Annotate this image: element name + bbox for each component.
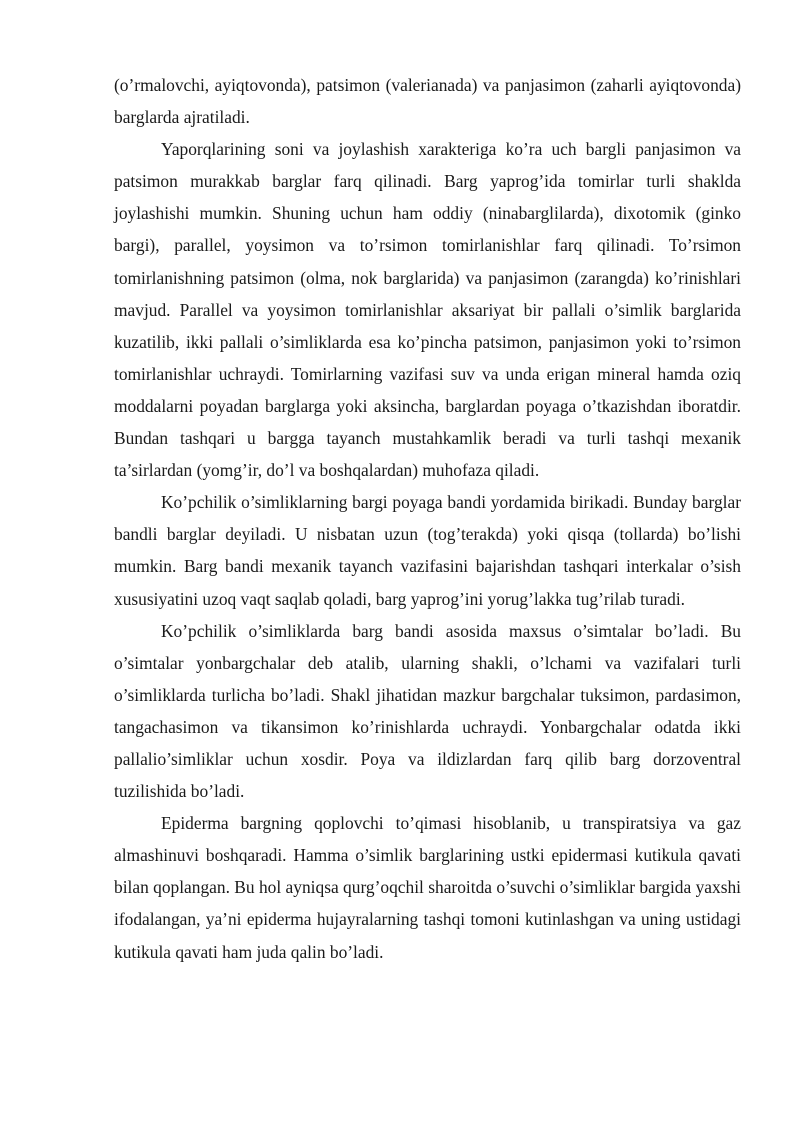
- paragraph-petiole: Ko’pchilik o’simliklarning bargi poyaga bandi yordamida birikadi. Bunday barglar bandli barglar deyiladi. U nisbatan uzun (tog’terakda) yoki qisqa (tollarda) bo’lishi mumkin. Barg bandi mexanik tayanch vazifasini bajarishdan tashqari interkalar o’sish xususiyatini uzoq vaqt saqlab qoladi, barg yaprog’ini yorug’lakka tug’rilab turadi.: [114, 492, 741, 609]
- paragraph-leaf-venation: Yaporqlarining soni va joylashish xarakteriga ko’ra uch bargli panjasimon va patsimon murakkab barglar farq qilinadi. Barg yaprog’ida tomirlar turli shaklda joylashishi mumkin. Shuning uchun ham oddiy (ninabarglilarda), dixotomik (ginko bargi), parallel, yoysimon va to’rsimon tomirlanishlar farq qilinadi. To’rsimon tomirlanishning patsimon (olma, nok barglarida) va panjasimon (zarangda) ko’rinishlari mavjud. Parallel va yoysimon tomirlanishlar aksariyat bir pallali o’simlik barglarida kuzatilib, ikki pallali o’simliklarda esa ko’pincha patsimon, panjasimon yoki to’rsimon tomirlanishlar uchraydi. Tomirlarning vazifasi suv va unda erigan mineral hamda oziq moddalarni poyadan barglarga yoki aksincha, barglardan poyaga o’tkazishdan iboratdir. Bundan tashqari u bargga tayanch mustahkamlik beradi va turli tashqi mexanik ta’sirlardan (yomg’ir, do’l va boshqalardan) muhofaza qiladi.: [114, 139, 741, 481]
- paragraph-epidermis: Epiderma bargning qoplovchi to’qimasi hisoblanib, u transpiratsiya va gaz almashinuvi boshqaradi. Hamma o’simlik barglarining ustki epidermasi kutikula qavati bilan qoplangan. Bu hol ayniqsa qurg’oqchil sharoitda o’suvchi o’simliklar bargida yaxshi ifodalangan, ya’ni epiderma hujayralarning tashqi tomoni kutinlashgan va uning ustidagi kutikula qavati ham juda qalin bo’ladi.: [114, 813, 741, 962]
- paragraph-stipules: Ko’pchilik o’simliklarda barg bandi asosida maxsus o’simtalar bo’ladi. Bu o’simtalar yonbargchalar deb atalib, ularning shakli, o’lchami va vazifalari turli o’simliklarda turlicha bo’ladi. Shakl jihatidan mazkur bargchalar tuksimon, pardasimon, tangachasimon va tikansimon ko’rinishlarda uchraydi. Yonbargchalar odatda ikki pallalio’simliklar uchun xosdir. Poya va ildizlardan farq qilib barg dorzoventral tuzilishida bo’ladi.: [114, 620, 741, 802]
- document-body: [114, 69, 741, 968]
- paragraph-continuation: (o’rmalovchi, ayiqtovonda), patsimon (valerianada) va panjasimon (zaharli ayiqtovonda) barglarda ajratiladi.: [114, 75, 741, 128]
